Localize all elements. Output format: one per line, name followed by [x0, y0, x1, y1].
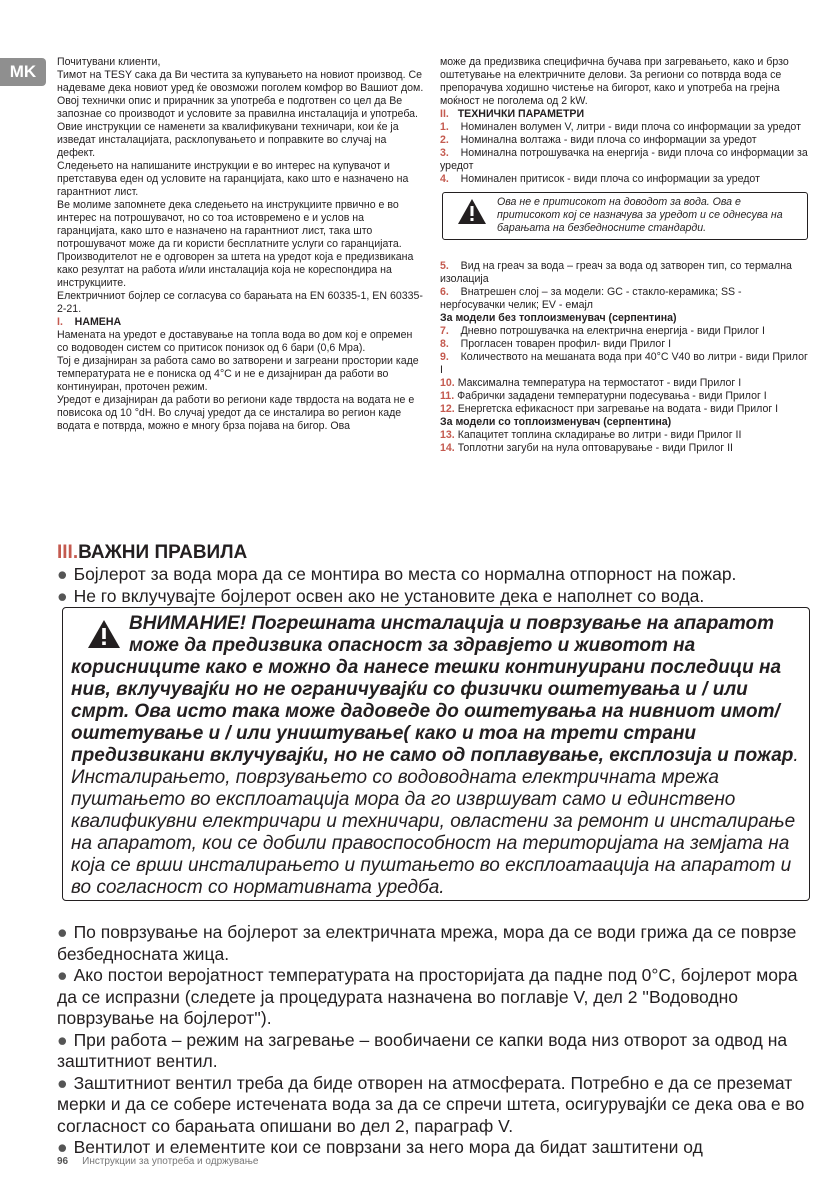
page-footer — [57, 1156, 258, 1167]
param-item — [440, 134, 808, 147]
param-text: Номинален притисок - види плоча со информации за уредот — [460, 173, 760, 185]
rules-list-top — [57, 563, 817, 607]
param-text: Топлотни загуби на нула оптоварување - види Прилог II — [457, 442, 733, 454]
warning-icon — [87, 619, 121, 655]
rule-text: Бојлерот за вода мора да се монтира во места со нормална отпорност на пожар. — [73, 564, 737, 584]
section-1-heading — [57, 316, 424, 329]
param-item — [440, 260, 808, 286]
param-text: Количеството на мешаната вода при 40°C V40 во литри - види Прилог I — [440, 351, 808, 376]
language-tab: MK — [0, 58, 46, 86]
section-1-title: НАМЕНА — [74, 316, 122, 328]
param-text: Номинален волумен V, литри - види плоча со информации за уредот — [460, 121, 801, 133]
bullet-icon: ● — [57, 922, 68, 942]
param-text: Дневно потрошувачка на електрична енергија - види Прилог I — [460, 325, 765, 337]
param-item — [440, 390, 808, 403]
param-number: 8. — [440, 338, 449, 350]
param-number: 5. — [440, 260, 449, 272]
bullet-icon: ● — [57, 586, 68, 606]
param-number: 7. — [440, 325, 449, 337]
param-number: 12. — [440, 403, 455, 415]
instructions-paragraph: Ве молиме запомнете дека следењето на инструкциите првично е во интерес на потрошувачот, но со тоа истовремено е и услов на гаранцијата, како што е назначено на гарантниот лист, така што потрошувачот може да ги користи бесплатните услуги со гаранцијата. Производителот не е одговорен за штета на уредот која е предизвикана како резултат на работа и/или инсталација која не кореспондира на инструкциите. — [57, 199, 414, 289]
rule-item — [57, 1073, 817, 1138]
page-number: 96 — [57, 1156, 69, 1167]
param-number: 4. — [440, 173, 449, 185]
bullet-icon: ● — [57, 564, 68, 584]
param-item — [440, 147, 808, 173]
purpose-paragraph-3: Уредот е дизајниран да работи во региони каде тврдоста на водата не е повисока од 10 °dH. Во случај уредот да се инсталира во регион каде водата е потврда, можно е многу брза појава на бигор. Ова — [57, 394, 415, 432]
param-text: Внатрешен слој – за модели: GC - стакло-керамика; SS - нерѓосувачки челик; EV - емајл — [440, 286, 742, 311]
rule-text: При работа – режим на загревање – вообичаени се капки вода низ отворот за одвод на заштитниот вентил. — [57, 1029, 788, 1071]
subheading-with-coil: За модели со топлоизменувач (серпентина) — [440, 416, 672, 428]
bullet-icon: ● — [57, 1029, 68, 1050]
warning-period: . — [793, 745, 799, 766]
param-item — [440, 286, 808, 312]
greeting: Почитувани клиенти, — [57, 56, 161, 68]
param-text: Номинална потрошувачка на енергија - види плоча со информации за уредот — [440, 147, 808, 172]
standards-paragraph: Електричниот бојлер се согласува со барањата на EN 60335-1, EN 60335-2-21. — [57, 290, 423, 315]
rule-item — [57, 563, 817, 585]
param-text: Максимална температура на термостатот - види Прилог I — [457, 377, 742, 389]
rule-text: Ако постои веројатност температурата на просторијата да падне под 0°C, бојлерот мора да се испразни (следете ја процедурата назначена во поглавје V, дел 2 ''Водоводно поврзување на бојлерот''). — [57, 965, 798, 1028]
param-item — [440, 442, 808, 455]
param-item — [440, 121, 808, 134]
pressure-warning-box — [442, 192, 808, 240]
param-text: Прогласен товарен профил- види Прилог I — [460, 338, 672, 350]
param-item — [440, 351, 808, 377]
left-column — [57, 56, 424, 433]
rule-text: Вентилот и елементите кои се поврзани за него мора да бидат заштитени од — [73, 1137, 703, 1157]
rule-text: По поврзување на бојлерот за електричната мрежа, мора да се води грижа да се поврзе безбедносната жица. — [57, 922, 797, 964]
param-text: Вид на греач за вода – греач за вода од затворен тип, со термална изолација — [440, 260, 792, 285]
param-text: Енергетска ефикасност при загревање на водата - види Прилог I — [457, 403, 779, 415]
param-number: 1. — [440, 121, 449, 133]
param-number: 9. — [440, 351, 449, 363]
continued-paragraph: може да предизвика специфична бучава при загревањето, како и брзо оштетување на електричните делови. За региони со потврда вода се препорачува ходишно чистење на бигорот, како и употреба на грејна моќност не поголема од 2 kW. — [440, 56, 789, 107]
manual-paragraph: Овој технички опис и прирачник за употреба е подготвен со цел да Ве запознае со производот и условите за правилна инсталација и употреба. Овие инструкции се наменети за квалификувани техничари, кои ќе ја изведат инсталацијата, расклопувањето и поправките во случај на дефект. — [57, 95, 418, 159]
param-number: 10. — [440, 377, 455, 389]
section-1-number: I. — [57, 316, 63, 328]
subheading-without-coil: За модели без топлоизменувач (серпентина) — [440, 312, 677, 324]
purpose-paragraph-2: Тој е дизајниран за работа само во затворени и загреани простории каде температурата не е пониска од 4°C и не е дизајниран да работи во континуиран, проточен режим. — [57, 355, 419, 393]
purpose-paragraph-1: Намената на уредот е доставување на топла вода во дом кој е опремен со водоводен систем со притисок понизок од 6 бари (0,6 Mpa). — [57, 329, 413, 354]
section-2-heading — [440, 108, 808, 121]
rules-list-bottom — [57, 922, 817, 1159]
section-3-title: ВАЖНИ ПРАВИЛА — [78, 542, 248, 563]
footer-text: Инструкции за употреба и одржување — [82, 1156, 259, 1167]
param-number: 11. — [440, 390, 455, 402]
rule-text: Не го вклучувајте бојлерот освен ако не установите дека е наполнет со вода. — [73, 586, 705, 606]
param-text: Номинална волтажа - види плоча со информации за уредот — [460, 134, 757, 146]
section-2-title: ТЕХНИЧКИ ПАРАМЕТРИ — [457, 108, 585, 120]
param-item — [440, 429, 808, 442]
pressure-warning-text: Ова не е притисокот на доводот за вода. Ова е притисокот кој се назначува за уредот и се однесува на барањата на безбедносните стандарди. — [497, 196, 783, 234]
intro-paragraph: Тимот на TESY сака да Ви честита за купувањето на новиот производ. Се надеваме дека новиот уред ќе овозможи поголем комфор во Вашиот дом. — [57, 69, 424, 94]
param-number: 3. — [440, 147, 449, 159]
rule-text: Заштитниот вентил треба да биде отворен на атмосферата. Потребно е да се преземат мерки и да се собере истечената вода за да се спречи штета, осигурувајќи се дека ова е во согласност со барањата опишани во дел 2, параграф V. — [57, 1072, 805, 1136]
right-column — [440, 56, 808, 455]
param-number: 13. — [440, 429, 455, 441]
warning-normal-text: Инсталирањето, поврзувањето со водоводната електричната мрежа пуштањето во експлоатација мора да го извршуват само и единствено квалификувни електричари и техничари, овластени за ремонт и инсталирање на апаратот, кои се добили правоспособност на територијата на земјата на која се врши инсталирањето и пуштањето во експлоатаација на апаратот и во согласност со нормативната уредба. — [71, 767, 796, 898]
section-3-number: III. — [57, 542, 79, 563]
param-item — [440, 403, 808, 416]
param-text: Капацитет топлина складирање во литри - види Прилог II — [457, 429, 742, 441]
rule-item — [57, 965, 817, 1030]
param-item — [440, 338, 808, 351]
rule-item — [57, 585, 817, 607]
param-text: Фабрички зададени температурни подесувања - види Прилог I — [457, 390, 767, 402]
param-number: 6. — [440, 286, 449, 298]
warning-icon — [457, 198, 487, 229]
rule-item — [57, 922, 817, 965]
param-item — [440, 377, 808, 390]
warranty-paragraph: Следењето на напишаните инструкции е во интерес на купувачот и претставува еден од условите на гаранцијата, како што е назначено на гарантниот лист. — [57, 160, 409, 198]
section-2-number: II. — [440, 108, 449, 120]
param-number: 14. — [440, 442, 455, 454]
param-item — [440, 325, 808, 338]
bullet-icon: ● — [57, 965, 68, 985]
param-number: 2. — [440, 134, 449, 146]
installation-warning-box — [62, 607, 810, 901]
bullet-icon: ● — [57, 1072, 68, 1093]
rule-item — [57, 1030, 817, 1073]
warning-bold-text: ВНИМАНИЕ! Погрешната инсталација и поврзување на апаратот може да предизвика опасност за здравјето и животот на корисниците како е можно да нанесе тешки континуирани последици на нив, вклучувајќи но не ограничувајќи со физички оштетувања и / или смрт. Ова исто така може дадоведе до оштетувања на нивниот имот/ оштетување и / или уништување( како и тоа на трети страни предизвикани вклучувајќи, но не само од поплавување, експлозија и пожар — [71, 613, 794, 766]
param-item — [440, 173, 808, 186]
bullet-icon: ● — [57, 1137, 68, 1157]
section-3-heading — [57, 541, 817, 565]
